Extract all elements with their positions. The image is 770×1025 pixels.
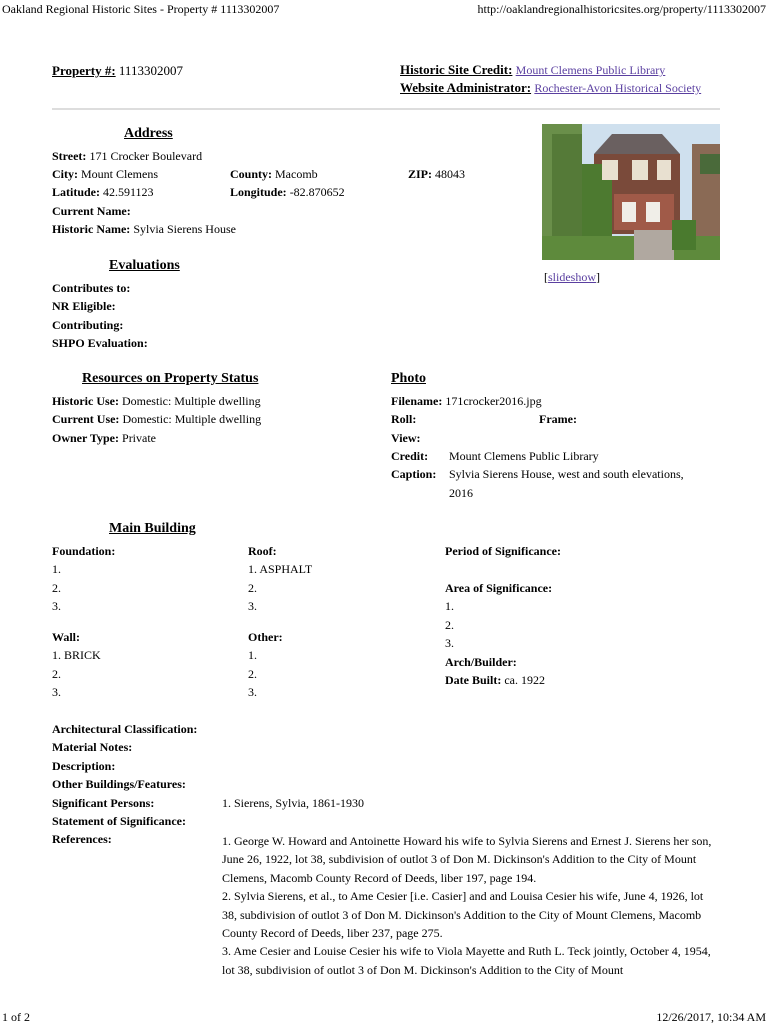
owner-type-value: Private [122, 431, 157, 445]
frame-label: Frame: [539, 412, 577, 426]
county-label: County: [230, 167, 273, 181]
area-item-3: 3. [445, 636, 454, 650]
date-built-value: ca. 1922 [504, 673, 545, 687]
contributes-label: Contributes to: [52, 281, 131, 295]
wall-item-1: 1. BRICK [52, 648, 101, 662]
zip-value: 48043 [435, 167, 465, 181]
caption-line-1: Sylvia Sierens House, west and south elevations, [449, 467, 684, 481]
street-row [52, 149, 202, 164]
area-label: Area of Significance: [445, 581, 553, 595]
roof-item-3: 3. [248, 599, 257, 613]
print-url: http://oaklandregionalhistoricsites.org/property/1113302007 [477, 2, 766, 16]
current-name-label: Current Name: [52, 204, 131, 218]
latitude-row [52, 185, 154, 200]
historic-name-value: Sylvia Sierens House [133, 222, 236, 236]
slideshow-link-row [544, 270, 600, 285]
date-built-label: Date Built: [445, 673, 502, 687]
current-use-row [52, 412, 261, 427]
print-datetime: 12/26/2017, 10:34 AM [656, 1010, 766, 1024]
owner-type-label: Owner Type: [52, 431, 120, 445]
street-value: 171 Crocker Boulevard [89, 149, 203, 163]
other-item-2: 2. [248, 667, 257, 681]
caption-label: Caption: [391, 467, 437, 481]
arch-class-label: Architectural Classification: [52, 722, 198, 736]
other-label: Other: [248, 630, 283, 644]
wall-item-3: 3. [52, 685, 61, 699]
roof-label: Roof: [248, 544, 277, 558]
roof-item-1: 1. ASPHALT [248, 562, 313, 576]
header-divider [52, 108, 720, 110]
main-building-heading: Main Building [109, 521, 196, 536]
contributing-label: Contributing: [52, 318, 124, 332]
city-row [52, 167, 158, 182]
slideshow-link[interactable]: slideshow [548, 270, 596, 284]
view-label: View: [391, 431, 421, 445]
other-buildings-label: Other Buildings/Features: [52, 777, 186, 791]
page-number: 1 of 2 [2, 1010, 30, 1024]
site-credit-link[interactable]: Mount Clemens Public Library [515, 63, 666, 77]
resources-heading: Resources on Property Status [82, 371, 259, 386]
statement-label: Statement of Significance: [52, 814, 186, 828]
historic-use-label: Historic Use: [52, 394, 119, 408]
current-use-label: Current Use: [52, 412, 120, 426]
reference-item: 2. Sylvia Sierens, et al., to Ame Cesier [i.e. Casier] and and Louisa Cesier his wife, June 4, 1926, lot 38, subdivision of outlot 3 of Don M. Dickinson's Addition to the City of Mount Clemens, Macomb County Record of Deeds, liber 237, page 275. [222, 889, 704, 941]
reference-item: 1. George W. Howard and Antoinette Howard his wife to Sylvia Sierens and Ernest J. Sierens her son, June 26, 1922, lot 38, subdivision of outlot 3 of Don M. Dickinson's Addition to the City of Mount Clemens, Macomb County Record of Deeds, liber 197, page 194. [222, 834, 712, 885]
date-built-row [445, 673, 545, 688]
filename-label: Filename: [391, 394, 443, 408]
city-label: City: [52, 167, 78, 181]
longitude-label: Longitude: [230, 185, 287, 199]
property-value: 1113302007 [118, 63, 183, 78]
photo-heading: Photo [391, 371, 426, 386]
reference-item: 3. Ame Cesier and Louise Cesier his wife to Viola Mayette and Ruth L. Teck jointly, October 4, 1954, lot 38, subdivision of outlot 3 of Don M. Dickinson's Addition to the City of Mount [222, 944, 711, 977]
website-admin-label: Website Administrator: [400, 80, 532, 95]
other-item-1: 1. [248, 648, 257, 662]
historic-use-value: Domestic: Multiple dwelling [121, 394, 261, 408]
site-credit [400, 62, 665, 78]
evaluations-heading: Evaluations [109, 258, 180, 273]
county-row [230, 167, 318, 182]
website-admin [400, 80, 701, 96]
description-label: Description: [52, 759, 116, 773]
property-number [52, 63, 183, 79]
wall-label: Wall: [52, 630, 81, 644]
foundation-item-3: 3. [52, 599, 61, 613]
historic-name-row [52, 222, 236, 237]
foundation-label: Foundation: [52, 544, 116, 558]
significant-persons-value: 1. Sierens, Sylvia, 1861-1930 [222, 796, 364, 810]
photo-credit-value: Mount Clemens Public Library [449, 449, 599, 463]
street-label: Street: [52, 149, 87, 163]
wall-item-2: 2. [52, 667, 61, 681]
zip-row [408, 167, 465, 182]
period-label: Period of Significance: [445, 544, 561, 558]
print-title: Oakland Regional Historic Sites - Property # 1113302007 [2, 2, 280, 16]
references-list [222, 832, 714, 979]
nr-eligible-label: NR Eligible: [52, 299, 116, 313]
area-item-1: 1. [445, 599, 454, 613]
historic-name-label: Historic Name: [52, 222, 131, 236]
roll-label: Roll: [391, 412, 417, 426]
property-label: Property #: [52, 63, 116, 78]
historic-use-row [52, 394, 261, 409]
photo-credit-label: Credit: [391, 449, 429, 463]
owner-type-row [52, 431, 156, 446]
material-notes-label: Material Notes: [52, 740, 133, 754]
other-item-3: 3. [248, 685, 257, 699]
slideshow-open-bracket: [ [544, 270, 548, 284]
latitude-label: Latitude: [52, 185, 100, 199]
slideshow-close-bracket: ] [596, 270, 600, 284]
foundation-item-2: 2. [52, 581, 61, 595]
filename-value: 171crocker2016.jpg [445, 394, 542, 408]
significant-persons-label: Significant Persons: [52, 796, 155, 810]
roof-item-2: 2. [248, 581, 257, 595]
arch-builder-label: Arch/Builder: [445, 655, 517, 669]
shpo-label: SHPO Evaluation: [52, 336, 148, 350]
caption-line-2: 2016 [449, 486, 473, 500]
longitude-row [230, 185, 345, 200]
area-item-2: 2. [445, 618, 454, 632]
house-photo[interactable] [542, 124, 720, 260]
county-value: Macomb [275, 167, 318, 181]
website-admin-link[interactable]: Rochester-Avon Historical Society [534, 81, 702, 95]
zip-label: ZIP: [408, 167, 432, 181]
address-heading: Address [124, 126, 173, 141]
references-label: References: [52, 832, 112, 846]
filename-row [391, 394, 542, 409]
latitude-value: 42.591123 [103, 185, 154, 199]
current-use-value: Domestic: Multiple dwelling [122, 412, 262, 426]
longitude-value: -82.870652 [289, 185, 345, 199]
city-value: Mount Clemens [81, 167, 158, 181]
site-credit-label: Historic Site Credit: [400, 62, 513, 77]
foundation-item-1: 1. [52, 562, 61, 576]
